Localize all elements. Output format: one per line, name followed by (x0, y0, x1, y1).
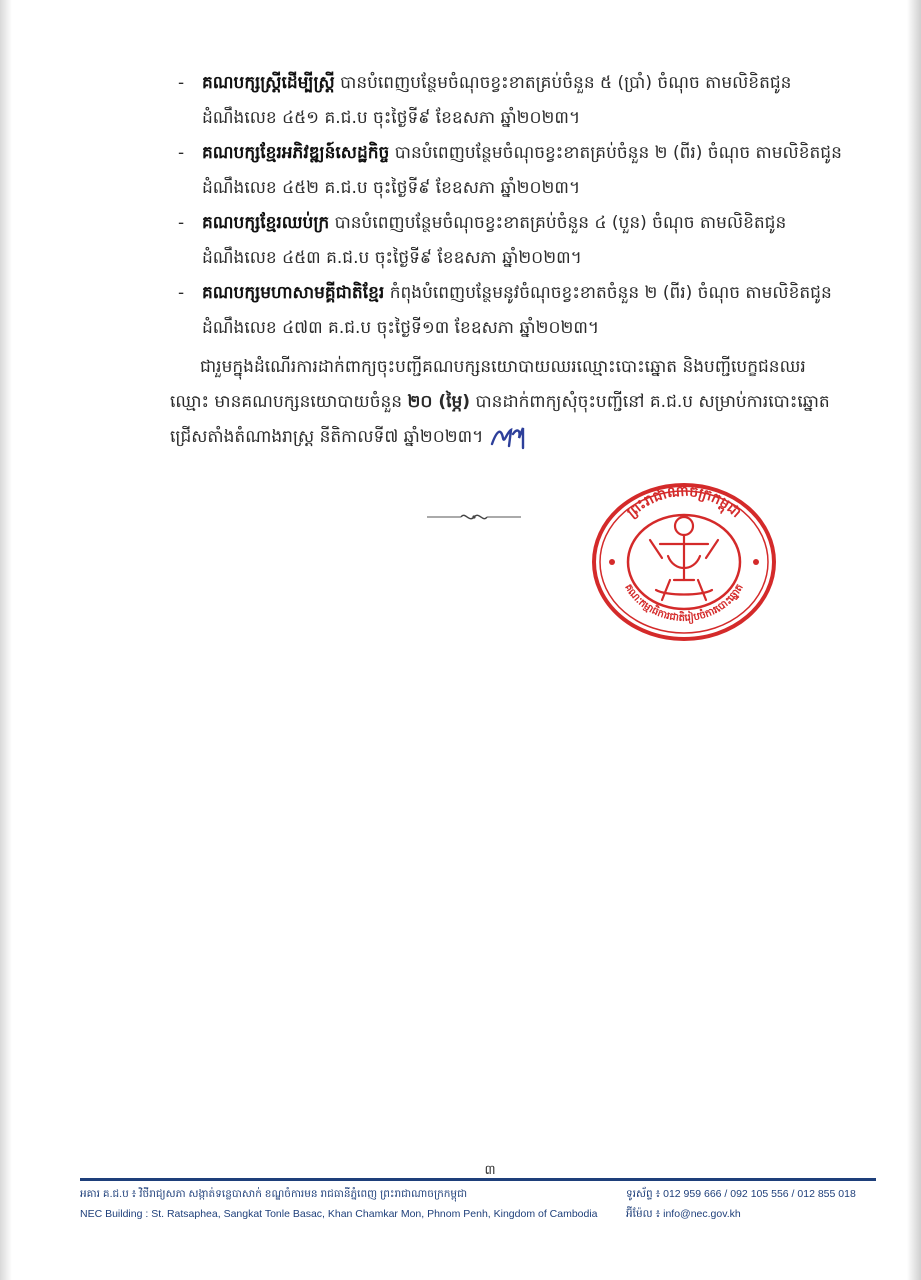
page-number: ៣ (484, 1163, 496, 1178)
bullet-dash: - (178, 283, 185, 303)
footer-divider (80, 1178, 876, 1181)
bullet-text: បានបំពេញបន្ថែមចំណុចខ្វះខាតគ្រប់ចំនួន ៥ (ប្រាំ) ចំណុច តាមលិខិតជូនដំណឹងលេខ ៤៥១ គ.ជ.ប ចុះថ្ងៃទី៩ ខែឧសភា ឆ្នាំ២០២៣។ (202, 73, 792, 128)
svg-text:គណៈកម្មាធិការជាតិរៀបចំការបោះឆ្ (622, 582, 745, 625)
page-edge-left (0, 0, 12, 1280)
party-name: គណបក្សមហាសាមគ្គីជាតិខ្មែរ (202, 283, 385, 303)
party-name: គណបក្សខ្មែរឈប់ក្រ (202, 213, 330, 233)
summary-text-before: ជារួមក្នុងដំណើរការដាក់ពាក្យចុះបញ្ជីគណបក្សនយោបាយឈរឈ្មោះបោះឆ្នោត និងបញ្ជីបេក្ខជនឈរឈ្មោះ មានគណបក្សនយោបាយចំនួន (170, 357, 806, 412)
page-edge-right (907, 0, 921, 1280)
footer-email: អ៊ីម៉ែល ៖ info@nec.gov.kh (626, 1208, 741, 1220)
bullet-dash: - (178, 73, 185, 93)
footer (80, 1184, 876, 1224)
bullet-dash: - (178, 213, 185, 233)
footer-phone: ទូរស័ព្ទ ៖ 012 959 666 / 092 105 556 / 012 855 018 (626, 1188, 856, 1200)
summary-party-count: ២០ (ម្ភៃ) (407, 392, 471, 412)
party-name: គណបក្សស្ត្រីដើម្បីស្ត្រី (202, 73, 335, 93)
seal-top-text: ព្រះរាជាណាចក្រកម្ពុជា (624, 483, 745, 522)
bullet-text: កំពុងបំពេញបន្ថែមនូវចំណុចខ្វះខាតចំនួន ២ (ពីរ) ចំណុច តាមលិខិតជូនដំណឹងលេខ ៤៧៣ គ.ជ.ប ចុះថ្ងៃទី១៣ ខែឧសភា ឆ្នាំ២០២៣។ (202, 283, 832, 338)
footer-address-kh: អគារ គ.ជ.ប ៖ វិថីរាជ្យសភា សង្កាត់ទន្លេបាសាក់ ខណ្ឌចំការមន រាជធានីភ្នំពេញ ព្រះរាជាណាចក្រកម្ពុជា (80, 1188, 468, 1200)
bullet-item (170, 276, 842, 346)
bullet-item (170, 206, 842, 276)
party-name: គណបក្សខ្មែរអភិវឌ្ឍន៍សេដ្ឋកិច្ច (202, 143, 390, 163)
bullet-item (170, 136, 842, 206)
letter-body (170, 66, 842, 455)
bullet-dash: - (178, 143, 185, 163)
summary-paragraph (170, 350, 842, 455)
ornament-divider-icon (425, 508, 523, 526)
seal-bottom-text: គណៈកម្មាធិការជាតិរៀបចំការបោះឆ្នោត (622, 582, 746, 624)
signature-mark-icon (489, 424, 529, 450)
summary-text-after: បានដាក់ពាក្យសុំចុះបញ្ជីនៅ គ.ជ.ប សម្រាប់ការបោះឆ្នោតជ្រើសតាំងតំណាងរាស្ត្រ នីតិកាលទី៧ ឆ្នាំ២០២៣។ (170, 392, 830, 447)
footer-address-en: NEC Building : St. Ratsaphea, Sangkat Tonle Basac, Khan Chamkar Mon, Phnom Penh, Kingdom of Cambodia (80, 1208, 598, 1220)
bullet-text: បានបំពេញបន្ថែមចំណុចខ្វះខាតគ្រប់ចំនួន ៤ (បួន) ចំណុច តាមលិខិតជូនដំណឹងលេខ ៤៥៣ គ.ជ.ប ចុះថ្ងៃទី៩ ខែឧសភា ឆ្នាំ២០២៣។ (202, 213, 787, 268)
official-seal-icon (590, 482, 778, 642)
bullet-text: បានបំពេញបន្ថែមចំណុចខ្វះខាតគ្រប់ចំនួន ២ (ពីរ) ចំណុច តាមលិខិតជូនដំណឹងលេខ ៤៥២ គ.ជ.ប ចុះថ្ងៃទី៩ ខែឧសភា ឆ្នាំ២០២៣។ (202, 143, 842, 198)
bullet-item (170, 66, 842, 136)
